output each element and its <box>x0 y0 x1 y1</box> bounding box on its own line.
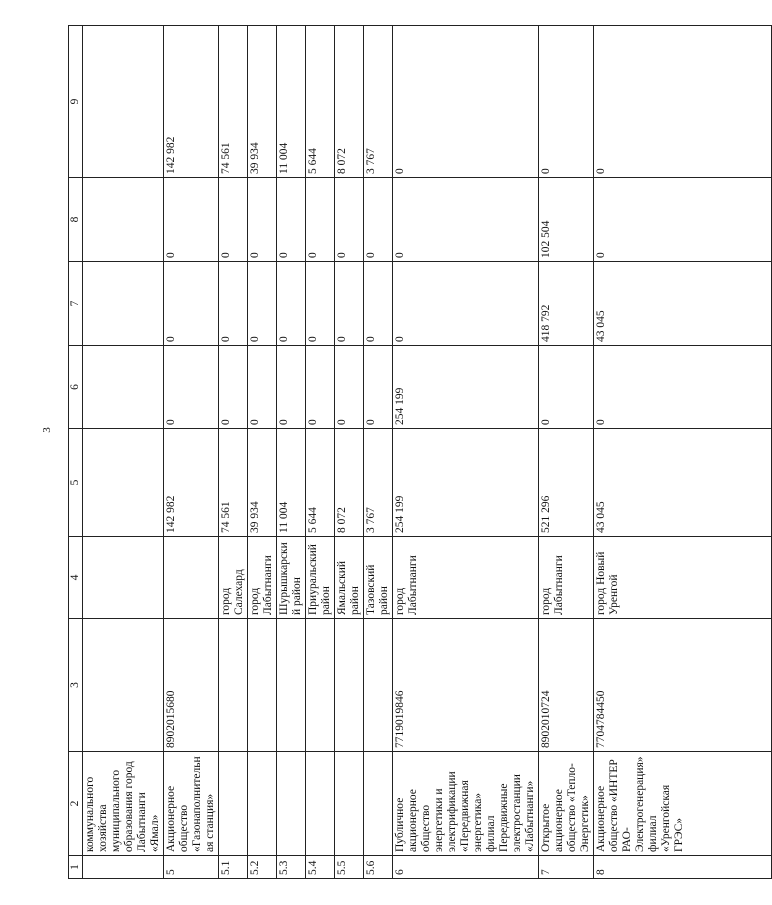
row-number: 8 <box>594 856 772 879</box>
value-col6 <box>83 346 164 429</box>
value-col9: 142 982 <box>164 26 219 178</box>
header-cell: 1 <box>69 856 83 879</box>
inn-cell: 8902010724 <box>539 619 594 752</box>
organization-name: Акционерное общество «ИНТЕР РАО-Электрогенерация» филиал «Уренгойская ГРЭС» <box>594 752 772 856</box>
value-col8: 0 <box>219 178 248 262</box>
row-number: 5.2 <box>248 856 277 879</box>
row-number: 5.5 <box>335 856 364 879</box>
organization-name <box>277 752 306 856</box>
header-cell: 5 <box>69 429 83 537</box>
row-number: 7 <box>539 856 594 879</box>
value-col6: 0 <box>306 346 335 429</box>
value-col5: 3 767 <box>364 429 393 537</box>
table-row <box>594 26 772 879</box>
location-cell <box>164 537 219 619</box>
organization-name <box>306 752 335 856</box>
value-col7: 0 <box>164 262 219 346</box>
organization-name: Открытое акционерное общество «Тепло-Энергетик» <box>539 752 594 856</box>
value-col9: 5 644 <box>306 26 335 178</box>
value-col7: 0 <box>248 262 277 346</box>
table-viewport <box>68 26 685 879</box>
inn-cell <box>83 619 164 752</box>
value-col5: 11 004 <box>277 429 306 537</box>
header-cell: 7 <box>69 262 83 346</box>
location-cell: Тазовский район <box>364 537 393 619</box>
organization-name: коммунального хозяйства муниципального образования город Лабытнанги «Ямал» <box>83 752 164 856</box>
value-col8: 0 <box>277 178 306 262</box>
value-col7 <box>83 262 164 346</box>
value-col6: 0 <box>335 346 364 429</box>
organization-name: Акционерное общество «Газонаполнительная станция» <box>164 752 219 856</box>
value-col5: 8 072 <box>335 429 364 537</box>
value-col8: 0 <box>248 178 277 262</box>
value-col7: 0 <box>335 262 364 346</box>
inn-cell <box>306 619 335 752</box>
location-cell: Ямальский район <box>335 537 364 619</box>
value-col9: 74 561 <box>219 26 248 178</box>
location-cell: город Лабытнанги <box>248 537 277 619</box>
value-col8: 0 <box>364 178 393 262</box>
value-col7: 0 <box>219 262 248 346</box>
inn-cell <box>277 619 306 752</box>
value-col5: 254 199 <box>393 429 539 537</box>
organization-name <box>335 752 364 856</box>
location-cell: город Лабытнанги <box>393 537 539 619</box>
value-col7: 0 <box>393 262 539 346</box>
value-col9: 8 072 <box>335 26 364 178</box>
table-row <box>539 26 594 879</box>
location-cell: город Лабытнанги <box>539 537 594 619</box>
value-col8 <box>83 178 164 262</box>
data-table <box>68 25 772 879</box>
inn-cell <box>248 619 277 752</box>
value-col8: 0 <box>306 178 335 262</box>
value-col5: 142 982 <box>164 429 219 537</box>
row-number <box>83 856 164 879</box>
value-col5: 521 296 <box>539 429 594 537</box>
value-col6: 0 <box>219 346 248 429</box>
value-col8: 102 504 <box>539 178 594 262</box>
location-cell <box>83 537 164 619</box>
location-cell: Приуральский район <box>306 537 335 619</box>
value-col8: 0 <box>594 178 772 262</box>
table-row <box>164 26 219 879</box>
header-cell: 2 <box>69 752 83 856</box>
inn-cell: 7719019846 <box>393 619 539 752</box>
value-col9: 0 <box>539 26 594 178</box>
value-col9: 3 767 <box>364 26 393 178</box>
value-col5: 43 045 <box>594 429 772 537</box>
header-cell: 4 <box>69 537 83 619</box>
value-col7: 0 <box>364 262 393 346</box>
value-col7: 43 045 <box>594 262 772 346</box>
page-number: 3 <box>41 427 53 433</box>
table-row <box>277 26 306 879</box>
header-cell: 9 <box>69 26 83 178</box>
header-cell: 3 <box>69 619 83 752</box>
value-col8: 0 <box>393 178 539 262</box>
value-col6: 0 <box>539 346 594 429</box>
inn-cell <box>364 619 393 752</box>
location-cell: город Новый Уренгой <box>594 537 772 619</box>
value-col5: 5 644 <box>306 429 335 537</box>
value-col7: 418 792 <box>539 262 594 346</box>
value-col6: 0 <box>277 346 306 429</box>
inn-cell: 7704784450 <box>594 619 772 752</box>
table-row <box>393 26 539 879</box>
table-row <box>364 26 393 879</box>
value-col9: 39 934 <box>248 26 277 178</box>
header-cell: 8 <box>69 178 83 262</box>
organization-name <box>248 752 277 856</box>
row-number: 5.6 <box>364 856 393 879</box>
table-row <box>335 26 364 879</box>
value-col7: 0 <box>306 262 335 346</box>
value-col9: 0 <box>594 26 772 178</box>
value-col6: 0 <box>594 346 772 429</box>
header-cell: 6 <box>69 346 83 429</box>
value-col9: 11 004 <box>277 26 306 178</box>
value-col9: 0 <box>393 26 539 178</box>
organization-name <box>219 752 248 856</box>
value-col5: 39 934 <box>248 429 277 537</box>
row-number: 5.3 <box>277 856 306 879</box>
value-col8: 0 <box>164 178 219 262</box>
header-row <box>69 26 83 879</box>
value-col5 <box>83 429 164 537</box>
value-col6: 0 <box>164 346 219 429</box>
location-cell: город Салехард <box>219 537 248 619</box>
value-col6: 0 <box>248 346 277 429</box>
value-col5: 74 561 <box>219 429 248 537</box>
value-col6: 0 <box>364 346 393 429</box>
value-col9 <box>83 26 164 178</box>
inn-cell <box>335 619 364 752</box>
value-col7: 0 <box>277 262 306 346</box>
inn-cell: 8902015680 <box>164 619 219 752</box>
table-row <box>219 26 248 879</box>
row-number: 5 <box>164 856 219 879</box>
table-row <box>248 26 277 879</box>
value-col8: 0 <box>335 178 364 262</box>
row-number: 5.1 <box>219 856 248 879</box>
table-row <box>83 26 164 879</box>
inn-cell <box>219 619 248 752</box>
row-number: 5.4 <box>306 856 335 879</box>
value-col6: 254 199 <box>393 346 539 429</box>
location-cell: Шурышкарский район <box>277 537 306 619</box>
organization-name: Публичное акционерное общество энергетики и электрификации «Передвижная энергетика» филиал Передвижные электростанции «Лабытнанги» <box>393 752 539 856</box>
organization-name <box>364 752 393 856</box>
row-number: 6 <box>393 856 539 879</box>
table-row <box>306 26 335 879</box>
